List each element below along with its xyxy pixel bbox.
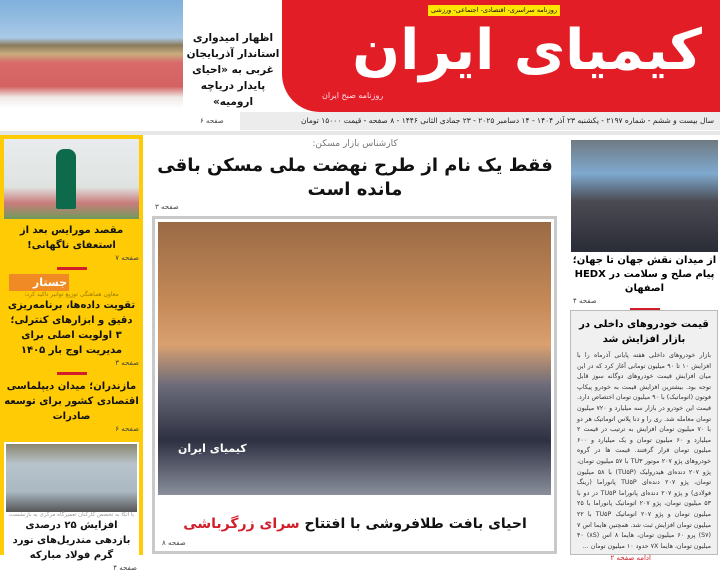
main-page: صفحه ۳	[155, 203, 179, 211]
left-kicker-2: معاون هماهنگی توزیع توانیر تاکید کرد:	[24, 291, 119, 298]
right-story	[571, 254, 718, 311]
right-headline[interactable]: از میدان نقش جهان تا جهان؛ پیام صلح و سلامت در HEDX اصفهان	[572, 255, 717, 294]
right-page: صفحه ۴	[573, 297, 597, 305]
left-page-4: صفحه ۴	[113, 564, 137, 572]
left-page-1: صفحه ۷	[115, 254, 139, 262]
main-kicker: کارشناس بازار مسکن:	[312, 139, 398, 149]
left-story-4	[4, 442, 139, 575]
spacer	[0, 108, 143, 128]
bazaar-opening-photo	[158, 222, 551, 495]
left-page-3: صفحه ۶	[115, 425, 139, 433]
divider	[57, 267, 87, 270]
main-headline[interactable]: فقط یک نام از طرح نهضت ملی مسکن باقی مانده است	[157, 155, 553, 200]
caption-part-2: سرای زرگرباشی	[183, 516, 300, 532]
feature-caption[interactable]	[160, 514, 550, 534]
box-headline[interactable]: قیمت خودروهای داخلی در بازار افزایش شد	[579, 319, 709, 345]
masthead-tagline: روزنامه سراسری- اقتصادی- اجتماعی- ورزشی	[428, 5, 560, 16]
feature-page: صفحه ۸	[162, 539, 186, 547]
workers-photo	[6, 444, 137, 512]
lake-urmia-photo	[0, 0, 183, 108]
hedx-photo	[571, 140, 718, 252]
left-kicker-4: با اتکا به تخصص کارکنان تعمیرگاه مرکزی به بازنشست	[8, 512, 135, 518]
caption-part-1: احیای بافت طلافروشی با افتتاح	[304, 516, 527, 532]
dateline: سال بیست و ششم - شماره ۲۱۹۷ - یکشنبه ۲۳ آذر ۱۴۰۴ - ۱۴ دسامبر ۲۰۲۵ - ۲۳ جمادی الثانی ۱۴۴۶ - ۸ صفحه - قیمت ۱۵۰۰۰ تومان	[240, 112, 720, 130]
box-body: بازار خودروهای داخلی هفته پایانی آذرماه را با افزایش ۱۰ تا ۹۰ میلیون تومانی آغاز کرد که در این میان افزایش قیمت خودروهای دوگانه سوز قابل توجه بود. بیشترین افزایش قیمت به خودرو پیکاپ فوتون (اتوماتیک) با ۹۰ میلیون تومان اختصاص دارد. قیمت این خودرو در بازار سه میلیارد و ۷۲۰ میلیون تومان معامله شد. ری را و دنا پلاس اتوماتیک هر دو با ۷۰ میلیون تومان افزایش به ترتیب در قیمت ۲ میلیارد و ۶۰ میلیون تومان و یک میلیارد و ۶۰۰ میلیون تومان قرار گرفتند. قیمت ها در گروه خودروهای پژو ۲۰۷ موتور TU۳ با ۵۷ میلیون تومان، پژو ۲۰۷ دنده‌ای هیدرولیک (TU۵P) با ۵۸ میلیون تومان، پژو ۲۰۷ دنده‌ای TU۵P پانوراما (رینگ فولادی) و پژو ۲۰۷ دنده‌ای پانوراما TU۵P در دو با ۵۳ میلیون تومان، پژو ۲۰۷ اتوماتیک پانوراما با ۲۵ میلیون تومان و پژو ۲۰۷ اتوماتیک TU۵P با ۲۲ میلیون تومان افزایش ثبت شد. همچنین هایما اس ۷ (S۷) پرو ۶۰ میلیون تومان، هایما ۸ اس (۸S) ۴۰ میلیون تومان، هایما ۷X حدود ۱۰ میلیون تومان ...	[577, 352, 712, 550]
left-headline-3[interactable]: مازندران؛ میدان دیپلماسی اقتصادی کشور برای توسعه صادرات	[4, 381, 139, 422]
top-story-headline[interactable]: اظهار امیدواری استاندار آذربایجان غربی به «احیای پایدار دریاچه ارومیه»	[186, 32, 280, 108]
left-page-2: صفحه ۳	[115, 359, 139, 367]
jostar-badge: جستار	[9, 274, 69, 291]
divider	[57, 372, 87, 375]
left-column	[0, 135, 143, 572]
masthead	[282, 0, 720, 112]
left-headline-2[interactable]: تقویت داده‌ها، برنامه‌ریزی دقیق و ابزارهای کنترلی؛ ۳ اولویت اصلی برای مدیریت اوج بار ۱۴۰۵	[7, 300, 136, 356]
box-continue[interactable]: ادامه صفحه ۲	[610, 554, 651, 563]
coach-photo	[4, 139, 139, 219]
left-headline-1[interactable]: مقصد مورایس بعد از استعفای ناگهانی!	[19, 225, 124, 251]
top-story-page: صفحه ۶	[200, 117, 224, 125]
masthead-subtitle: روزنامه صبح ایران	[322, 91, 384, 100]
left-headline-4[interactable]: افزایش ۲۵ درصدی بازدهی مندریل‌های نورد گرم فولاد مبارکه	[12, 520, 131, 561]
main-story	[150, 138, 560, 212]
newspaper-logo: کیمیای ایران	[352, 18, 702, 83]
photo-watermark: کیمیای ایران	[178, 442, 247, 455]
car-prices-box	[570, 310, 718, 563]
